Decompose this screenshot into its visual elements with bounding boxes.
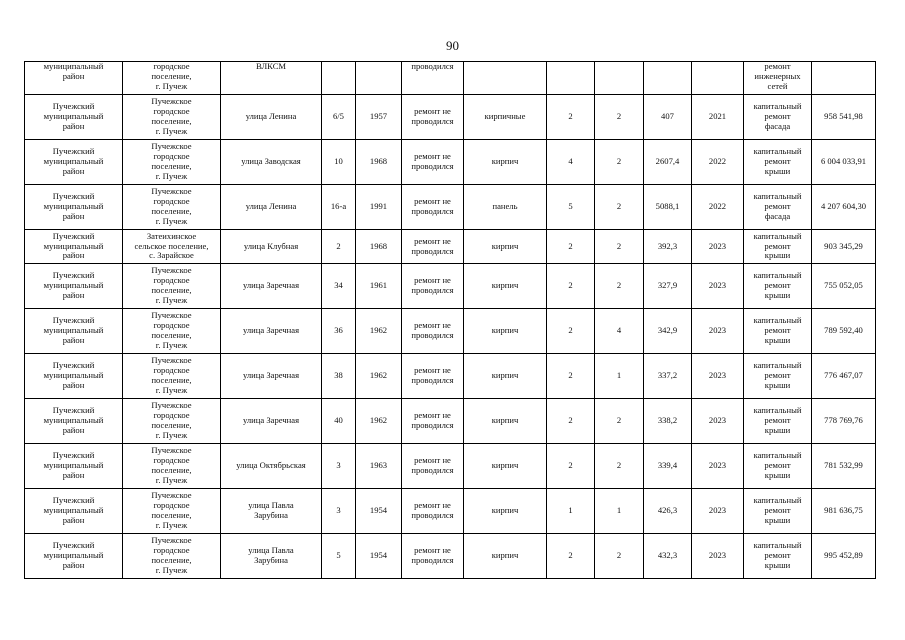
cell-area: 339,4 — [644, 444, 692, 489]
cell-settlement: городское поселение, г. Пучеж — [123, 62, 221, 95]
cell-entrances — [595, 62, 644, 95]
cell-material: кирпич — [464, 444, 547, 489]
cell-entrances: 1 — [595, 354, 644, 399]
table-row — [25, 309, 876, 354]
cell-floors: 5 — [547, 185, 595, 230]
cell-entrances: 4 — [595, 309, 644, 354]
cell-material: кирпич — [464, 230, 547, 264]
cell-cost: 4 207 604,30 — [812, 185, 876, 230]
cell-entrances: 1 — [595, 489, 644, 534]
cell-house: 34 — [322, 264, 356, 309]
cell-street: улица Заречная — [221, 309, 322, 354]
cell-settlement: Пучежское городское поселение, г. Пучеж — [123, 264, 221, 309]
cell-work: капитальный ремонт крыши — [744, 399, 812, 444]
cell-street: улица Ленина — [221, 185, 322, 230]
cell-year: 1963 — [356, 444, 402, 489]
cell-work: капитальный ремонт крыши — [744, 534, 812, 579]
cell-house: 38 — [322, 354, 356, 399]
table-row — [25, 534, 876, 579]
cell-work: ремонт инженерных сетей — [744, 62, 812, 95]
cell-settlement: Пучежское городское поселение, г. Пучеж — [123, 309, 221, 354]
cell-repair: ремонт не проводился — [402, 534, 464, 579]
cell-settlement: Пучежское городское поселение, г. Пучеж — [123, 489, 221, 534]
cell-work: капитальный ремонт крыши — [744, 140, 812, 185]
cell-settlement: Пучежское городское поселение, г. Пучеж — [123, 95, 221, 140]
cell-plan-year: 2021 — [692, 95, 744, 140]
cell-entrances: 2 — [595, 444, 644, 489]
cell-floors: 1 — [547, 489, 595, 534]
cell-house: 5 — [322, 534, 356, 579]
cell-repair: проводился — [402, 62, 464, 95]
cell-street: ВЛКСМ — [221, 62, 322, 95]
cell-work: капитальный ремонт крыши — [744, 309, 812, 354]
cell-work: капитальный ремонт крыши — [744, 444, 812, 489]
table-row — [25, 62, 876, 95]
cell-year: 1968 — [356, 140, 402, 185]
cell-plan-year: 2023 — [692, 444, 744, 489]
table-row — [25, 95, 876, 140]
cell-street: улица Ленина — [221, 95, 322, 140]
cell-repair: ремонт не проводился — [402, 444, 464, 489]
table-row — [25, 399, 876, 444]
cell-year: 1954 — [356, 489, 402, 534]
cell-material: кирпичные — [464, 95, 547, 140]
cell-material: кирпич — [464, 534, 547, 579]
cell-house: 6/5 — [322, 95, 356, 140]
cell-plan-year — [692, 62, 744, 95]
cell-plan-year: 2022 — [692, 185, 744, 230]
cell-settlement: Пучежское городское поселение, г. Пучеж — [123, 185, 221, 230]
cell-repair: ремонт не проводился — [402, 230, 464, 264]
cell-street: улица Заречная — [221, 399, 322, 444]
cell-material: кирпич — [464, 399, 547, 444]
page-number: 90 — [446, 38, 459, 53]
cell-cost: 903 345,29 — [812, 230, 876, 264]
cell-cost: 781 532,99 — [812, 444, 876, 489]
cell-area: 337,2 — [644, 354, 692, 399]
table-row — [25, 185, 876, 230]
cell-floors: 2 — [547, 264, 595, 309]
cell-area — [644, 62, 692, 95]
cell-house: 3 — [322, 489, 356, 534]
cell-repair: ремонт не проводился — [402, 140, 464, 185]
cell-repair: ремонт не проводился — [402, 399, 464, 444]
cell-street: улица Павла Зарубина — [221, 534, 322, 579]
cell-street: улица Заречная — [221, 354, 322, 399]
cell-settlement: Пучежское городское поселение, г. Пучеж — [123, 354, 221, 399]
cell-district: Пучежский муниципальный район — [25, 489, 123, 534]
cell-house: 36 — [322, 309, 356, 354]
cell-year: 1954 — [356, 534, 402, 579]
cell-cost: 778 769,76 — [812, 399, 876, 444]
cell-repair: ремонт не проводился — [402, 264, 464, 309]
cell-entrances: 2 — [595, 185, 644, 230]
cell-year: 1962 — [356, 309, 402, 354]
cell-floors: 2 — [547, 95, 595, 140]
table-row — [25, 489, 876, 534]
cell-district: Пучежский муниципальный район — [25, 95, 123, 140]
cell-material: кирпич — [464, 354, 547, 399]
cell-work: капитальный ремонт фасада — [744, 185, 812, 230]
cell-area: 342,9 — [644, 309, 692, 354]
cell-settlement: Пучежское городское поселение, г. Пучеж — [123, 534, 221, 579]
housing-repair-table — [24, 61, 876, 579]
table-row — [25, 264, 876, 309]
cell-street: улица Заречная — [221, 264, 322, 309]
cell-entrances: 2 — [595, 264, 644, 309]
cell-floors: 2 — [547, 230, 595, 264]
cell-area: 327,9 — [644, 264, 692, 309]
cell-entrances: 2 — [595, 95, 644, 140]
cell-cost: 995 452,89 — [812, 534, 876, 579]
cell-district: Пучежский муниципальный район — [25, 399, 123, 444]
table-row — [25, 140, 876, 185]
cell-cost: 755 052,05 — [812, 264, 876, 309]
cell-floors: 4 — [547, 140, 595, 185]
cell-street: улица Октябрьская — [221, 444, 322, 489]
cell-district: Пучежский муниципальный район — [25, 354, 123, 399]
cell-material: панель — [464, 185, 547, 230]
cell-year — [356, 62, 402, 95]
cell-entrances: 2 — [595, 534, 644, 579]
cell-district: Пучежский муниципальный район — [25, 534, 123, 579]
cell-area: 338,2 — [644, 399, 692, 444]
cell-district: Пучежский муниципальный район — [25, 264, 123, 309]
cell-material: кирпич — [464, 140, 547, 185]
cell-year: 1962 — [356, 354, 402, 399]
cell-cost: 776 467,07 — [812, 354, 876, 399]
cell-street: улица Павла Зарубина — [221, 489, 322, 534]
cell-plan-year: 2023 — [692, 354, 744, 399]
cell-floors: 2 — [547, 309, 595, 354]
cell-year: 1957 — [356, 95, 402, 140]
table-row — [25, 354, 876, 399]
cell-house: 3 — [322, 444, 356, 489]
cell-entrances: 2 — [595, 230, 644, 264]
cell-plan-year: 2023 — [692, 230, 744, 264]
cell-floors: 2 — [547, 354, 595, 399]
cell-area: 426,3 — [644, 489, 692, 534]
cell-house — [322, 62, 356, 95]
cell-year: 1962 — [356, 399, 402, 444]
cell-area: 432,3 — [644, 534, 692, 579]
cell-plan-year: 2023 — [692, 534, 744, 579]
cell-plan-year: 2023 — [692, 399, 744, 444]
cell-district: Пучежский муниципальный район — [25, 309, 123, 354]
cell-cost — [812, 62, 876, 95]
cell-work: капитальный ремонт фасада — [744, 95, 812, 140]
cell-repair: ремонт не проводился — [402, 185, 464, 230]
table-body — [25, 62, 876, 579]
cell-material: кирпич — [464, 309, 547, 354]
cell-house: 40 — [322, 399, 356, 444]
cell-floors — [547, 62, 595, 95]
cell-settlement: Затеихинское сельское поселение, с. Зарайское — [123, 230, 221, 264]
cell-district: Пучежский муниципальный район — [25, 444, 123, 489]
cell-work: капитальный ремонт крыши — [744, 264, 812, 309]
cell-floors: 2 — [547, 534, 595, 579]
cell-floors: 2 — [547, 444, 595, 489]
cell-material: кирпич — [464, 489, 547, 534]
cell-material: кирпич — [464, 264, 547, 309]
table-row — [25, 444, 876, 489]
cell-settlement: Пучежское городское поселение, г. Пучеж — [123, 140, 221, 185]
cell-cost: 789 592,40 — [812, 309, 876, 354]
cell-house: 16-а — [322, 185, 356, 230]
cell-district: муниципальный район — [25, 62, 123, 95]
cell-work: капитальный ремонт крыши — [744, 230, 812, 264]
cell-work: капитальный ремонт крыши — [744, 489, 812, 534]
cell-plan-year: 2023 — [692, 264, 744, 309]
cell-house: 2 — [322, 230, 356, 264]
cell-cost: 981 636,75 — [812, 489, 876, 534]
cell-work: капитальный ремонт крыши — [744, 354, 812, 399]
cell-area: 5088,1 — [644, 185, 692, 230]
cell-street: улица Клубная — [221, 230, 322, 264]
cell-settlement: Пучежское городское поселение, г. Пучеж — [123, 399, 221, 444]
cell-cost: 6 004 033,91 — [812, 140, 876, 185]
cell-plan-year: 2023 — [692, 309, 744, 354]
cell-year: 1961 — [356, 264, 402, 309]
cell-repair: ремонт не проводился — [402, 309, 464, 354]
cell-district: Пучежский муниципальный район — [25, 185, 123, 230]
cell-material — [464, 62, 547, 95]
cell-plan-year: 2023 — [692, 489, 744, 534]
cell-floors: 2 — [547, 399, 595, 444]
cell-repair: ремонт не проводился — [402, 95, 464, 140]
cell-settlement: Пучежское городское поселение, г. Пучеж — [123, 444, 221, 489]
cell-house: 10 — [322, 140, 356, 185]
cell-entrances: 2 — [595, 399, 644, 444]
cell-repair: ремонт не проводился — [402, 354, 464, 399]
cell-year: 1991 — [356, 185, 402, 230]
cell-district: Пучежский муниципальный район — [25, 140, 123, 185]
table-row — [25, 230, 876, 264]
cell-repair: ремонт не проводился — [402, 489, 464, 534]
cell-year: 1968 — [356, 230, 402, 264]
cell-entrances: 2 — [595, 140, 644, 185]
cell-plan-year: 2022 — [692, 140, 744, 185]
cell-cost: 958 541,98 — [812, 95, 876, 140]
cell-area: 392,3 — [644, 230, 692, 264]
cell-district: Пучежский муниципальный район — [25, 230, 123, 264]
cell-area: 407 — [644, 95, 692, 140]
cell-area: 2607,4 — [644, 140, 692, 185]
cell-street: улица Заводская — [221, 140, 322, 185]
